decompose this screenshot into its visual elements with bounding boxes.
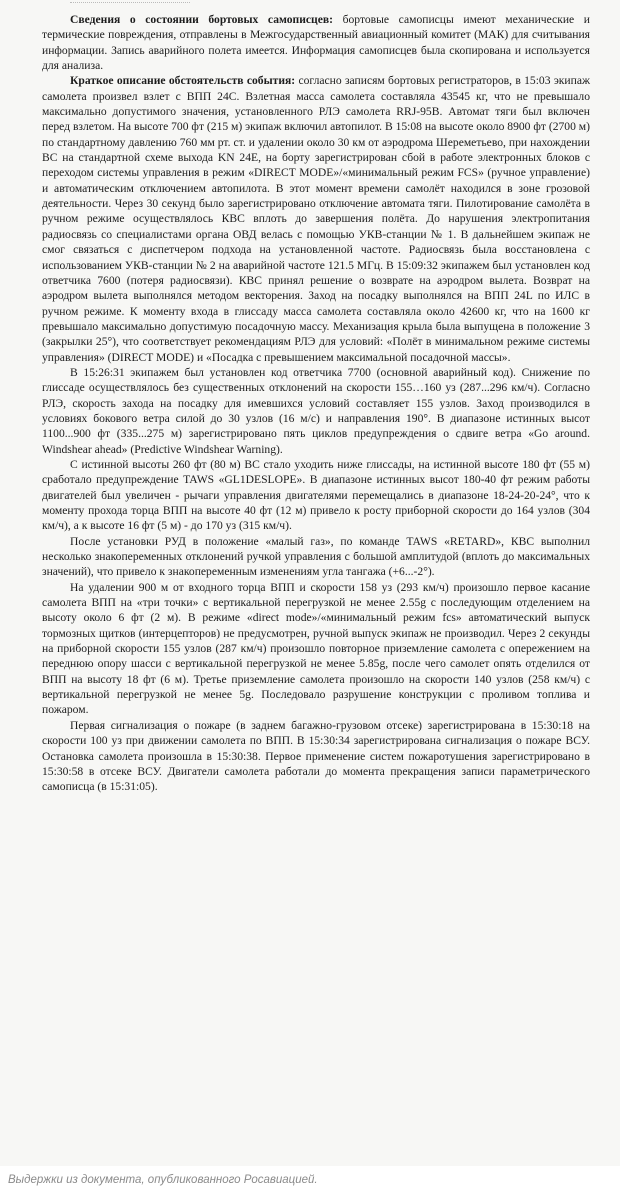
section-event-summary [42,73,590,365]
paragraph: В 15:26:31 экипажем был установлен код ответчика 7700 (основной аварийный код). Снижение по глиссаде осуществлялось без существенных отклонений на скорости 155…160 уз (287...296 км/ч). Согласно РЛЭ, скорость захода на посадку для имевшихся условий составляет 155 узлов. Заход производился в условиях бокового ветра силой до 30 узлов (16 м/с) и направления 190°. В диапазоне истинных высот 1100...900 фт (335...275 м) зарегистрировано пять циклов предупреждения о сдвиге ветра «Go around. Windshear ahead» (Predictive Windshear Warning). [42,365,590,456]
image-caption: Выдержки из документа, опубликованного Росавиацией. [8,1174,318,1186]
page-edge-artifact [70,2,190,9]
paragraph: С истинной высоты 260 фт (80 м) ВС стало уходить ниже глиссады, на истинной высоте 180 фт (55 м) сработало предупреждение TAWS «GL1DESLOPE». В диапазоне истинных высот 180-40 фт режим работы двигателей был увеличен - рычаги управления двигателями перемещались в диапазоне 18-24-20-24°, что к моменту прохода торца ВПП на высоте 40 фт (12 м) привело к росту приборной скорости до 164 узлов (304 км/ч), а к высоте 16 фт (5 м) - до 170 уз (315 км/ч). [42,457,590,533]
paragraph: На удалении 900 м от входного торца ВПП и скорости 158 уз (293 км/ч) произошло первое касание самолета ВПП на «три точки» с вертикальной перегрузкой не менее 2.55g с последующим отделением на высоту около 6 фт (2 м). В режиме «direct mode»/«минимальный режим fcs» автоматический выпуск тормозных щитков (интерцепторов) не предусмотрен, ручной выпуск экипаж не производил. Через 2 секунды на приборной скорости 155 узлов (287 км/ч) произошло повторное приземление самолета с опережением на переднюю опору шасси с вертикальной перегрузкой не менее 5.85g, после чего самолет опять отделился от ВПП на высоту 18 фт (6 м). Третье приземление самолета произошло на скорости 140 узлов (258 км/ч) с вертикальной перегрузкой не менее 5g. Последовало разрушение конструкции с проливом топлива и пожаром. [42,580,590,717]
paragraph: После установки РУД в положение «малый газ», по команде TAWS «RETARD», КВС выполнил несколько знакопеременных отклонений ручкой управления с большой амплитудой (вплоть до максимальных значений), что привело к знакопеременным изменениям угла тангажа (+6...-2°). [42,534,590,579]
document-text [42,12,590,795]
section-heading: Краткое описание обстоятельств события: [70,74,296,88]
section-body: бортовые самописцы имеют механические и термические повреждения, отправлены в Межгосударственный авиационный комитет (МАК) для считывания информации. Запись аварийного полета имеется. Информация самописцев была скопирована и используется для анализа. [42,13,590,73]
section-heading: Сведения о состоянии бортовых самописцев: [70,13,333,26]
paragraph: Первая сигнализация о пожаре (в заднем багажно-грузовом отсеке) зарегистрирована в 15:30:18 на скорости 100 уз при движении самолета по ВПП. В 15:30:34 зарегистрирована сигнализация о пожаре ВСУ. Остановка самолета произошла в 15:30:38. Первое применение систем пожаротушения зарегистрировано в 15:30:58 в отсеке ВСУ. Двигатели самолета работали до момента прекращения записи параметрического самописца (в 15:31:05). [42,718,590,794]
section-body: согласно записям бортовых регистраторов, в 15:03 экипаж самолета произвел взлет с ВПП 24С. Взлетная масса самолета составляла 43545 кг, что не превышало максимально допустимого значения, установленного РЛЭ самолета RRJ-95B. Автомат тяги был включен перед взлетом. На высоте 700 фт (215 м) экипаж включил автопилот. В 15:08 на высоте около 8900 фт (2700 м) по стандартному давлению 760 мм рт. ст. и удалении около 30 км от аэродрома Шереметьево, при нахождении ВС на стандартной схеме выхода KN 24E, на борту зарегистрирован сбой в работе электронных блоков с переходом системы управления в режим «DIRECT MODE»/«минимальный режим FCS» (ручное управление) и автоматическим отключением автопилота. В этот момент времени самолёт находился в зоне грозовой деятельности. Через 30 секунд было зарегистрировано отключение автомата тяги. Пилотирование самолёта в ручном режиме осуществлялось КВС вплоть до завершения полёта. До нарушения электропитания радиосвязь со специалистами органа ОВД велась с помощью УКВ-станции № 1. В дальнейшем экипаж не смог связаться с диспетчером подхода на установленной частоте. Радиосвязь была восстановлена с использованием УКВ-станции № 2 на аварийной частоте 121.5 МГц. В 15:09:32 экипажем был установлен код ответчика 7600 (потеря радиосвязи). КВС принял решение о возврате на аэродром вылета. Возврат на аэродром вылета выполнялся методом векторения. Заход на посадку выполнялся на ВПП 24L по ИЛС в ручном режиме. К моменту входа в глиссаду масса самолета составляла около 42600 кг, что на 1600 кг превышало максимально допустимую посадочную массу. Механизация крыла была выпущена в положение 3 (закрылки 25°), что соответствует рекомендациям РЛЭ для условий: «Полёт в минимальном режиме системы управления» (DIRECT MODE) и «Посадка с превышением максимальной посадочной массы». [42,74,590,364]
section-recorders-status [42,12,590,73]
